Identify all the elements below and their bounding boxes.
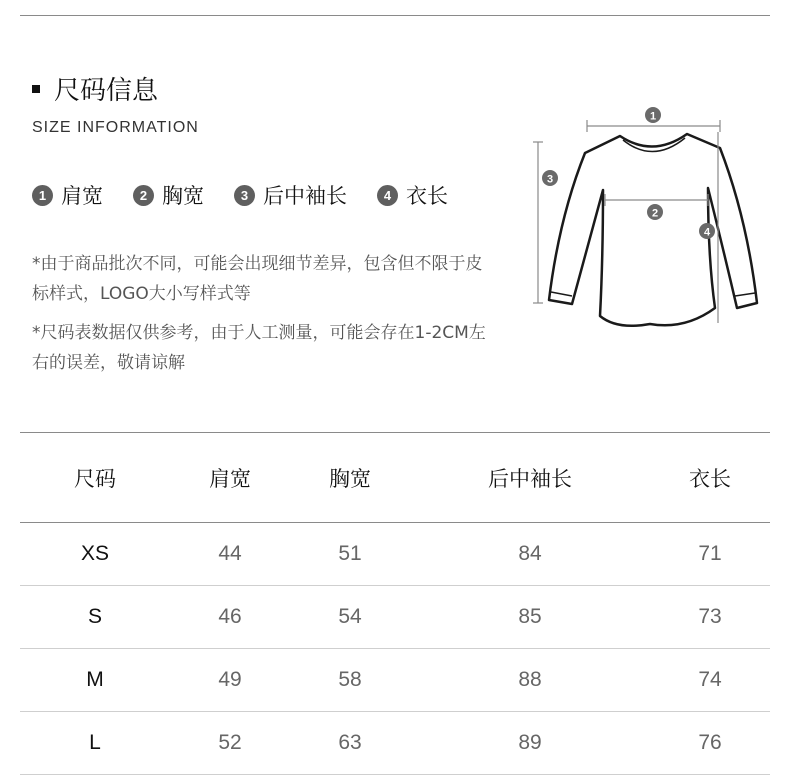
svg-text:3: 3: [546, 173, 554, 186]
section-title-text: 尺码信息: [54, 76, 159, 106]
cell-value: 71: [650, 523, 770, 586]
header-shoulder-width: 肩宽: [170, 433, 290, 523]
legend-item-shoulder: [32, 180, 103, 210]
cell-size: M: [20, 649, 170, 712]
cell-value: 73: [650, 586, 770, 649]
table-row: [20, 586, 770, 649]
cell-value: 63: [290, 712, 410, 775]
header-body-length: 衣长: [650, 433, 770, 523]
legend-label: 后中袖长: [263, 184, 347, 208]
section-subtitle: SIZE INFORMATION: [32, 119, 199, 136]
diagram-marker-4: [699, 223, 715, 239]
note-measurement-error: *尺码表数据仅供参考，由于人工测量，可能会存在1-2CM左右的误差，敬请谅解: [32, 323, 486, 373]
cell-value: 58: [290, 649, 410, 712]
cell-value: 52: [170, 712, 290, 775]
svg-text:1: 1: [649, 110, 657, 123]
legend-item-length: [377, 180, 448, 210]
note-batch-difference: *由于商品批次不同，可能会出现细节差异，包含但不限于皮标样式，LOGO大小写样式等: [32, 254, 483, 304]
shirt-measurement-diagram: [525, 98, 770, 330]
legend-label: 胸宽: [162, 184, 204, 208]
number-badge-icon: 4: [377, 185, 398, 206]
size-table: [20, 432, 770, 775]
number-badge-icon: 1: [32, 185, 53, 206]
measurement-legend: [32, 180, 448, 210]
svg-text:2: 2: [651, 207, 659, 220]
diagram-marker-3: [542, 170, 558, 186]
cell-value: 49: [170, 649, 290, 712]
table-row: [20, 523, 770, 586]
cell-size: XS: [20, 523, 170, 586]
number-badge-icon: 2: [133, 185, 154, 206]
diagram-marker-1: [645, 107, 661, 123]
cell-value: 89: [410, 712, 650, 775]
svg-text:4: 4: [703, 226, 711, 239]
header-sleeve-length: 后中袖长: [410, 433, 650, 523]
cell-value: 54: [290, 586, 410, 649]
legend-label: 肩宽: [61, 184, 103, 208]
legend-label: 衣长: [406, 184, 448, 208]
cell-value: 84: [410, 523, 650, 586]
cell-value: 88: [410, 649, 650, 712]
header-chest-width: 胸宽: [290, 433, 410, 523]
cell-value: 44: [170, 523, 290, 586]
cell-value: 51: [290, 523, 410, 586]
diagram-marker-2: [647, 204, 663, 220]
table-header-row: [20, 433, 770, 523]
cell-value: 85: [410, 586, 650, 649]
legend-item-chest: [133, 180, 204, 210]
cuff-left: [551, 292, 572, 296]
legend-item-sleeve: [234, 180, 347, 210]
shirt-outline: [546, 134, 757, 326]
cell-value: 74: [650, 649, 770, 712]
table-row: [20, 712, 770, 775]
cuff-right: [735, 293, 755, 296]
cell-value: 46: [170, 586, 290, 649]
number-badge-icon: 3: [234, 185, 255, 206]
table-row: [20, 649, 770, 712]
cell-size: S: [20, 586, 170, 649]
section-title: [32, 70, 158, 107]
cell-value: 76: [650, 712, 770, 775]
header-size: 尺码: [20, 433, 170, 523]
top-divider: [20, 15, 770, 16]
bullet-square-icon: [32, 85, 40, 93]
cell-size: L: [20, 712, 170, 775]
